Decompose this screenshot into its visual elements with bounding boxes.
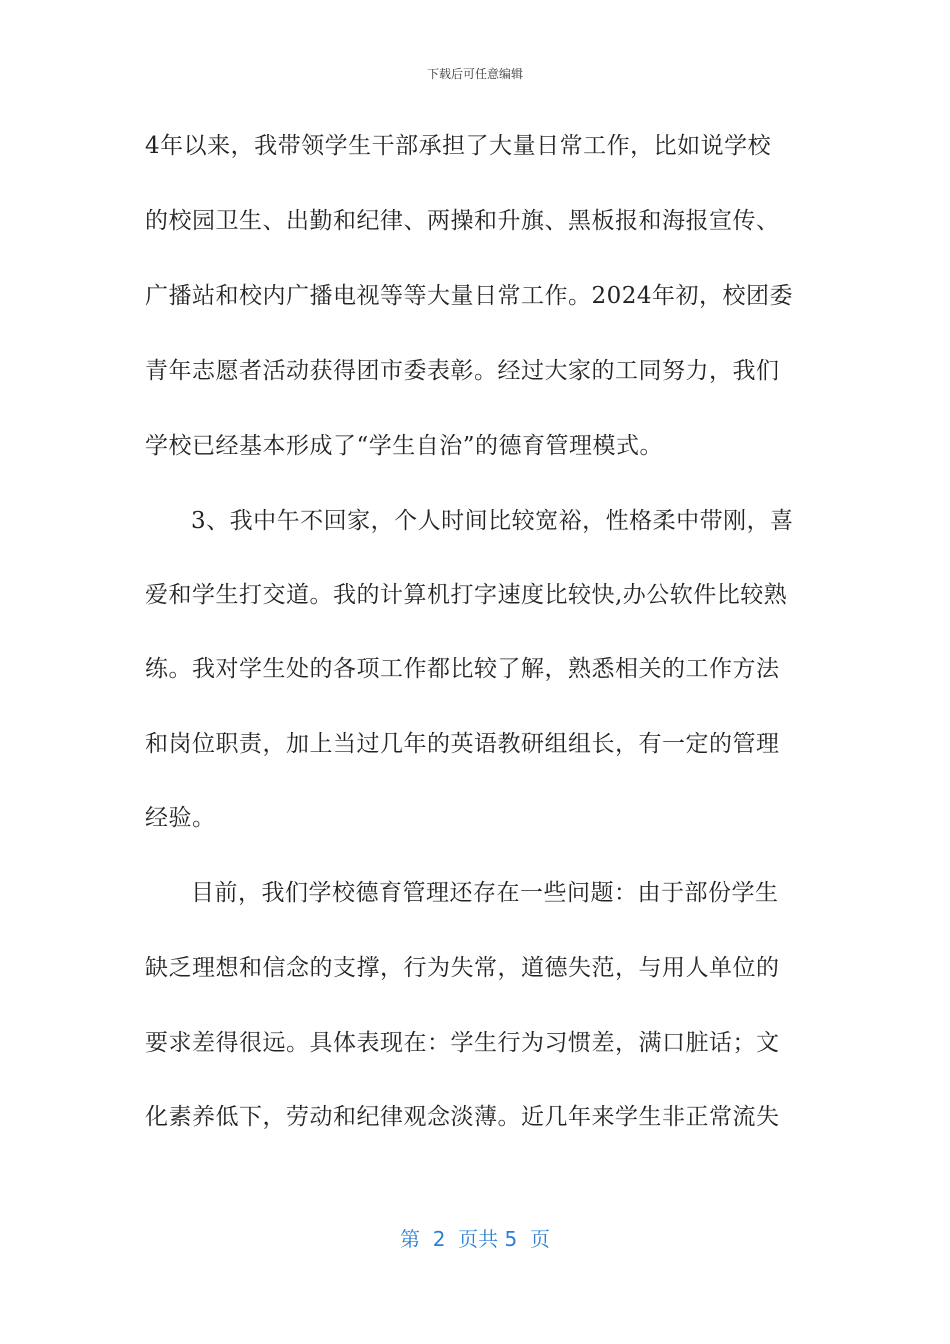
body-line: 学校已经基本形成了“学生自治”的德育管理模式。 <box>145 433 664 459</box>
body-line: 要求差得很远。具体表现在：学生行为习惯差，满口脏话；文 <box>145 1030 780 1056</box>
page-number-footer: 第 2 页共 5 页 <box>400 1227 550 1251</box>
body-line: 的校园卫生、出勤和纪律、两操和升旗、黑板报和海报宣传、 <box>145 208 780 234</box>
body-line: 化素养低下，劳动和纪律观念淡薄。近几年来学生非正常流失 <box>145 1104 780 1130</box>
body-line: 广播站和校内广播电视等等大量日常工作。2024年初，校团委 <box>145 283 794 309</box>
page-header: 下载后可任意编辑 <box>426 67 523 81</box>
body-line: 爱和学生打交道。我的计算机打字速度比较快,办公软件比较熟 <box>145 582 788 608</box>
body-line: 和岗位职责，加上当过几年的英语教研组组长，有一定的管理 <box>145 731 780 757</box>
body-line: 经验。 <box>145 805 216 831</box>
body-line: 目前，我们学校德育管理还存在一些问题：由于部份学生 <box>191 880 779 906</box>
body-line: 练。我对学生处的各项工作都比较了解，熟悉相关的工作方法 <box>145 656 780 682</box>
body-line: 青年志愿者活动获得团市委表彰。经过大家的工同努力，我们 <box>145 358 780 384</box>
body-line: 3、我中午不回家，个人时间比较宽裕，性格柔中带刚，喜 <box>191 508 794 534</box>
body-line: 缺乏理想和信念的支撑，行为失常，道德失范，与用人单位的 <box>145 955 780 981</box>
body-line: 4年以来，我带领学生干部承担了大量日常工作，比如说学校 <box>145 133 772 159</box>
